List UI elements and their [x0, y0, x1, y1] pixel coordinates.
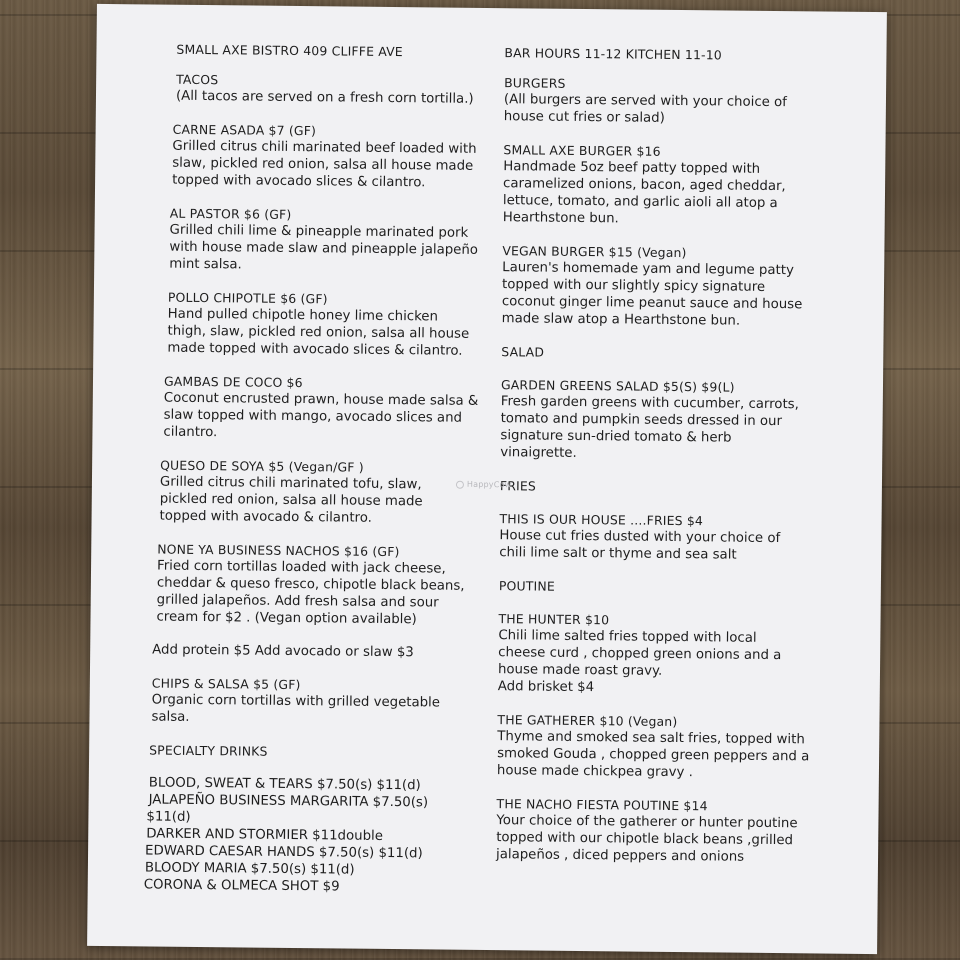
right-column [496, 44, 845, 867]
item-desc: house made chickpea gravy . [496, 763, 693, 781]
addons [152, 642, 494, 663]
item-desc: Hearthstone bun. [502, 210, 619, 227]
item-name: POLLO CHIPOTLE $6 (GF) [167, 289, 328, 307]
item-desc: made topped with avocado slices & cilantro. [167, 340, 463, 359]
item-name: THE NACHO FIESTA POUTINE $14 [496, 796, 708, 814]
item-desc: chili lime salt or thyme and sea salt [499, 545, 737, 563]
drink-line: BLOODY MARIA $7.50(s) $11(d) [144, 860, 355, 878]
tacos-note: (All tacos are served on a fresh corn tortilla.) [175, 88, 474, 107]
fries-title: FRIES [499, 478, 537, 494]
item-desc: Thyme and smoked sea salt fries, topped with [497, 729, 805, 748]
item-desc: Lauren's homemade yam and legume patty [502, 260, 794, 279]
burgers-section [504, 74, 845, 129]
burgers-note: (All burgers are served with your choice of [503, 92, 787, 111]
item-desc: Hand pulled chipotle honey lime chicken [167, 306, 439, 325]
menu-item-house-fries [499, 510, 840, 565]
menu-item-the-gatherer [497, 711, 838, 783]
item-name: QUESO DE SOYA $5 (Vegan/GF ) [160, 457, 364, 475]
tacos-title: TACOS [176, 71, 219, 88]
menu-item-pollo-chipotle [167, 289, 498, 360]
item-desc: Organic corn tortillas with grilled vegetable [151, 692, 441, 711]
item-desc: grilled jalapeños. Add fresh salsa and sour [156, 592, 439, 611]
watermark-text: HappyCow [466, 479, 512, 490]
item-name: THE HUNTER $10 [498, 611, 610, 628]
item-desc: mint salsa. [169, 256, 242, 273]
item-desc: Grilled chili lime & pineapple marinated pork [169, 222, 469, 241]
item-name: SMALL AXE BURGER $16 [503, 142, 661, 159]
item-desc: Your choice of the gatherer or hunter poutine [496, 813, 798, 832]
item-desc: Handmade 5oz beef patty topped with [503, 159, 761, 177]
item-desc: cheese curd , chopped green onions and a [498, 645, 782, 664]
item-desc: jalapeños , diced peppers and onions [495, 847, 745, 865]
drinks-section [143, 741, 494, 897]
poutine-title: POUTINE [498, 578, 555, 594]
item-desc: signature sun-dried tomato & herb [500, 428, 732, 446]
item-desc: cheddar & queso fresco, chipotle black beans, [156, 575, 465, 594]
hours-header: BAR HOURS 11-12 KITCHEN 11-10 [504, 45, 722, 63]
item-desc: lettuce, tomato, and garlic aioli all atop a [502, 193, 778, 212]
item-desc: tomato and pumpkin seeds dressed in our [500, 411, 783, 430]
drinks-title: SPECIALTY DRINKS [149, 742, 268, 759]
item-desc: Grilled citrus chili marinated beef loaded with [172, 138, 477, 157]
drink-line: $11(d) [146, 809, 191, 825]
item-name: NONE YA BUSINESS NACHOS $16 (GF) [157, 541, 400, 560]
item-desc: with house made slaw and pineapple jalapeño [169, 239, 479, 258]
item-name: GAMBAS DE COCO $6 [163, 373, 303, 391]
item-name: THE GATHERER $10 (Vegan) [497, 712, 678, 730]
item-desc: thigh, slaw, pickled red onion, salsa all house [167, 323, 470, 342]
item-desc: Fresh garden greens with cucumber, carrots, [500, 394, 799, 413]
menu-sheet [87, 4, 887, 954]
addons-text: Add protein $5 Add avocado or slaw $3 [152, 642, 414, 661]
item-desc: Grilled citrus chili marinated tofu, slaw, [159, 474, 422, 493]
item-name: AL PASTOR $6 (GF) [169, 205, 292, 222]
item-desc: cream for $2 . (Vegan option available) [156, 609, 417, 628]
restaurant-header: SMALL AXE BISTRO 409 CLIFFE AVE [176, 41, 403, 60]
item-desc: Coconut encrusted prawn, house made salsa & [163, 390, 479, 409]
item-desc: smoked Gouda , chopped green peppers and a [497, 746, 810, 765]
watermark-icon [456, 480, 464, 488]
item-desc: Fried corn tortillas loaded with jack cheese, [156, 558, 446, 577]
menu-item-chips-salsa [151, 675, 494, 730]
item-desc: topped with our slightly spicy signature [501, 277, 766, 295]
item-desc: topped with avocado slices & cilantro. [172, 172, 426, 191]
menu-item-al-pastor [168, 205, 499, 276]
left-column [143, 41, 501, 897]
menu-item-nacho-fiesta-poutine [496, 795, 837, 867]
tacos-section [170, 71, 500, 108]
menu-item-the-hunter [498, 610, 839, 699]
item-desc: made slaw atop a Hearthstone bun. [501, 311, 741, 329]
item-desc: topped with avocado & cilantro. [159, 508, 372, 526]
item-name: THIS IS OUR HOUSE ....FRIES $4 [499, 511, 704, 529]
drink-line: BLOOD, SWEAT & TEARS $7.50(s) $11(d) [148, 775, 421, 794]
item-desc: slaw topped with mango, avocado slices and [163, 407, 463, 426]
item-desc: vinaigrette. [500, 445, 577, 461]
menu-item-garden-greens-salad [500, 376, 841, 465]
salad-title: SALAD [501, 344, 545, 360]
item-desc: pickled red onion, salsa all house made [159, 491, 423, 510]
item-desc: cilantro. [163, 424, 218, 441]
burgers-note: house cut fries or salad) [503, 109, 665, 126]
menu-item-nachos [156, 541, 495, 630]
menu-item-gambas-de-coco [163, 373, 497, 444]
drink-line: CORONA & OLMECA SHOT $9 [143, 877, 340, 895]
item-desc: Chili lime salted fries topped with local [498, 628, 757, 646]
item-name: CARNE ASADA $7 (GF) [172, 121, 317, 139]
drink-line: EDWARD CAESAR HANDS $7.50(s) $11(d) [145, 843, 423, 862]
watermark [456, 476, 512, 494]
burgers-title: BURGERS [504, 75, 566, 91]
menu-item-queso-de-soya [160, 457, 497, 529]
item-name: GARDEN GREENS SALAD $5(S) $9(L) [500, 377, 735, 395]
menu-item-small-axe-burger [503, 141, 844, 230]
item-name: CHIPS & SALSA $5 (GF) [151, 675, 301, 693]
item-desc: coconut ginger lime peanut sauce and house [501, 294, 803, 313]
item-desc: salsa. [151, 709, 190, 725]
menu-item-carne-asada [169, 121, 500, 192]
item-desc: Add brisket $4 [497, 679, 595, 696]
menu-item-vegan-burger [502, 242, 843, 331]
drink-line: JALAPEÑO BUSINESS MARGARITA $7.50(s) [148, 792, 429, 811]
item-desc: House cut fries dusted with your choice of [499, 528, 781, 547]
item-desc: caramelized onions, bacon, aged cheddar, [503, 176, 786, 195]
item-desc: house made roast gravy. [497, 662, 663, 679]
item-desc: topped with our chipotle black beans ,grilled [496, 830, 794, 849]
item-desc: slaw, pickled red onion, salsa all house made [172, 155, 474, 174]
drink-line: DARKER AND STORMIER $11double [146, 826, 384, 844]
item-name: VEGAN BURGER $15 (Vegan) [502, 243, 687, 261]
